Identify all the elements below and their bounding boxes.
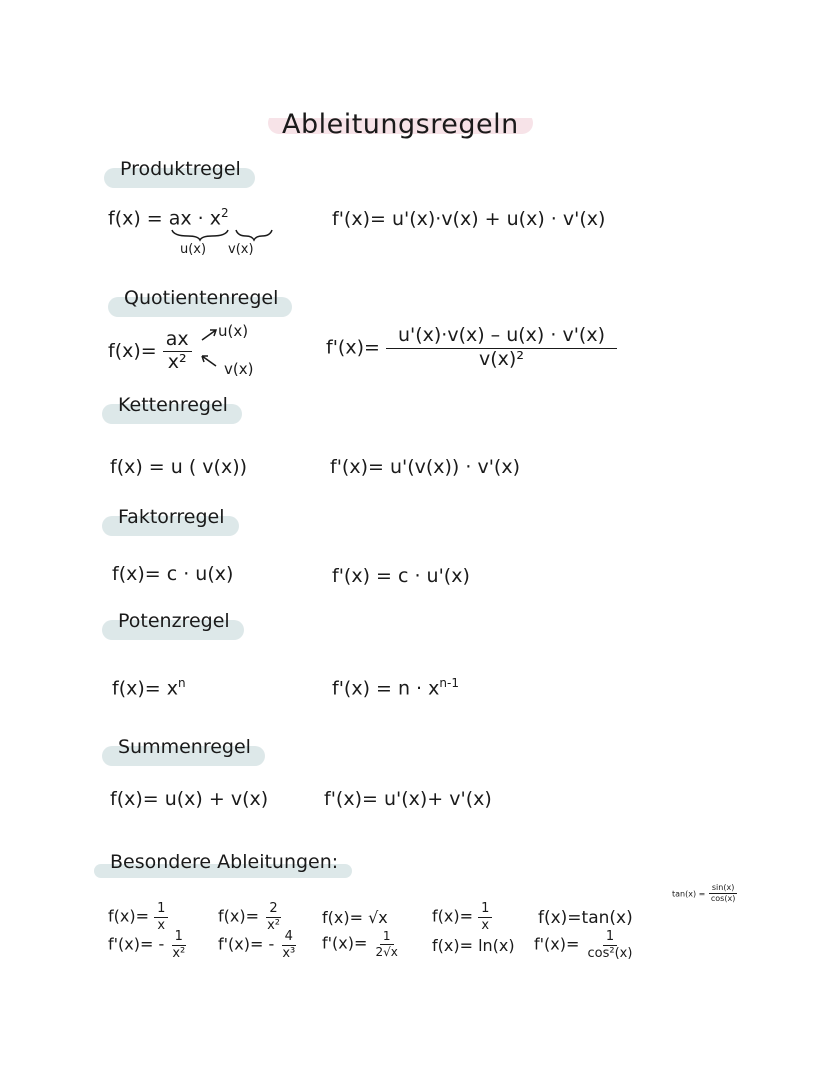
heading-produktregel bbox=[104, 158, 255, 182]
produkt-function-text: f(x) = ax · x bbox=[108, 207, 222, 230]
heading-label: Faktorregel bbox=[118, 506, 225, 528]
ketten-function: f(x) = u ( v(x)) bbox=[110, 456, 248, 478]
heading-quotientenregel bbox=[108, 287, 292, 311]
quotient-deriv-prefix: f'(x)= bbox=[326, 336, 380, 359]
quotient-numerator: ax bbox=[163, 330, 192, 352]
special-num: 1 bbox=[380, 930, 394, 945]
special-col4-derivative: f(x)= ln(x) bbox=[432, 936, 515, 955]
special-num: 1 bbox=[172, 930, 186, 946]
special-den: cos²(x) bbox=[587, 945, 633, 961]
special-den: x bbox=[481, 917, 490, 933]
quotient-label-u: u(x) bbox=[218, 322, 249, 340]
special-den: x³ bbox=[282, 945, 296, 961]
heading-kettenregel bbox=[102, 394, 242, 418]
special-col5-function: f(x)=tan(x) bbox=[538, 908, 633, 928]
potenz-function-text: f(x)= x bbox=[112, 677, 178, 700]
potenz-derivative-text: f'(x) = n · x bbox=[332, 677, 440, 700]
potenz-function bbox=[112, 676, 186, 699]
special-den: 2√x bbox=[375, 944, 398, 959]
page-title: Ableitungsregeln bbox=[268, 112, 533, 134]
tan-note-num: sin(x) bbox=[709, 884, 737, 894]
heading-besondere-ableitungen bbox=[94, 851, 352, 875]
special-col5-derivative bbox=[534, 930, 635, 960]
special-prefix: f'(x)= bbox=[322, 933, 368, 953]
ketten-derivative: f'(x)= u'(v(x)) · v'(x) bbox=[330, 456, 520, 478]
special-prefix: f'(x)= - bbox=[108, 934, 165, 954]
heading-summenregel bbox=[102, 736, 265, 760]
produkt-label-v: v(x) bbox=[228, 242, 254, 257]
summen-derivative: f'(x)= u'(x)+ v'(x) bbox=[324, 788, 492, 810]
special-prefix: f(x)= bbox=[218, 906, 259, 926]
produkt-braces bbox=[170, 228, 280, 242]
quotient-derivative bbox=[326, 326, 617, 370]
special-den: x² bbox=[172, 945, 186, 961]
quotient-label-v: v(x) bbox=[224, 360, 254, 378]
tan-note-prefix: tan(x) = bbox=[672, 889, 706, 899]
faktor-function: f(x)= c · u(x) bbox=[112, 563, 234, 585]
tan-note-den: cos(x) bbox=[710, 894, 736, 904]
special-prefix: f'(x)= - bbox=[218, 934, 275, 954]
special-prefix: f'(x)= bbox=[534, 934, 580, 954]
special-fraction bbox=[372, 930, 400, 958]
special-den: x² bbox=[267, 917, 280, 933]
special-col4-function bbox=[432, 902, 492, 932]
special-num: 1 bbox=[603, 930, 617, 946]
heading-label: Summenregel bbox=[118, 736, 251, 758]
quotient-deriv-denominator: v(x)² bbox=[479, 347, 524, 370]
special-col3-derivative bbox=[322, 930, 401, 958]
special-fraction bbox=[478, 902, 492, 932]
special-fraction bbox=[584, 930, 635, 960]
special-num: 1 bbox=[154, 902, 168, 918]
special-col3-function: f(x)= √x bbox=[322, 908, 388, 927]
special-den: x bbox=[157, 917, 166, 933]
heading-label: Kettenregel bbox=[118, 394, 228, 416]
summen-function: f(x)= u(x) + v(x) bbox=[110, 788, 269, 810]
special-col1-function bbox=[108, 902, 168, 932]
quotient-function bbox=[108, 330, 192, 373]
quotient-prefix: f(x)= bbox=[108, 339, 157, 362]
heading-label: Quotientenregel bbox=[124, 287, 279, 309]
quotient-deriv-fraction bbox=[386, 326, 617, 370]
tan-note-fraction bbox=[708, 884, 738, 904]
quotient-fraction bbox=[163, 330, 192, 373]
special-fraction bbox=[264, 902, 283, 932]
tan-note bbox=[672, 884, 738, 904]
quotient-denominator: x² bbox=[167, 350, 187, 373]
special-col2-function bbox=[218, 902, 283, 932]
produkt-function bbox=[108, 206, 229, 229]
special-num: 4 bbox=[282, 930, 296, 946]
quotient-deriv-numerator: u'(x)·v(x) – u(x) · v'(x) bbox=[386, 326, 617, 349]
special-fraction bbox=[154, 902, 168, 932]
produkt-derivative: f'(x)= u'(x)·v(x) + u(x) · v'(x) bbox=[332, 208, 606, 230]
produkt-function-exp: 2 bbox=[221, 206, 229, 220]
potenz-derivative-exp: n-1 bbox=[439, 676, 459, 690]
heading-label: Besondere Ableitungen: bbox=[110, 851, 339, 873]
special-col2-derivative bbox=[218, 930, 298, 960]
special-num: 1 bbox=[478, 902, 492, 918]
potenz-derivative bbox=[332, 676, 459, 699]
special-prefix: f(x)= bbox=[108, 906, 149, 926]
produkt-label-u: u(x) bbox=[180, 242, 207, 257]
special-fraction bbox=[279, 930, 298, 960]
heading-potenzregel bbox=[102, 610, 244, 634]
potenz-function-exp: n bbox=[177, 676, 186, 690]
heading-faktorregel bbox=[102, 506, 239, 530]
special-num: 2 bbox=[266, 902, 280, 918]
faktor-derivative: f'(x) = c · u'(x) bbox=[332, 565, 470, 587]
special-prefix: f(x)= bbox=[432, 906, 473, 926]
special-col1-derivative bbox=[108, 930, 188, 960]
heading-label: Produktregel bbox=[120, 158, 241, 180]
heading-label: Potenzregel bbox=[118, 610, 230, 632]
special-fraction bbox=[169, 930, 188, 960]
